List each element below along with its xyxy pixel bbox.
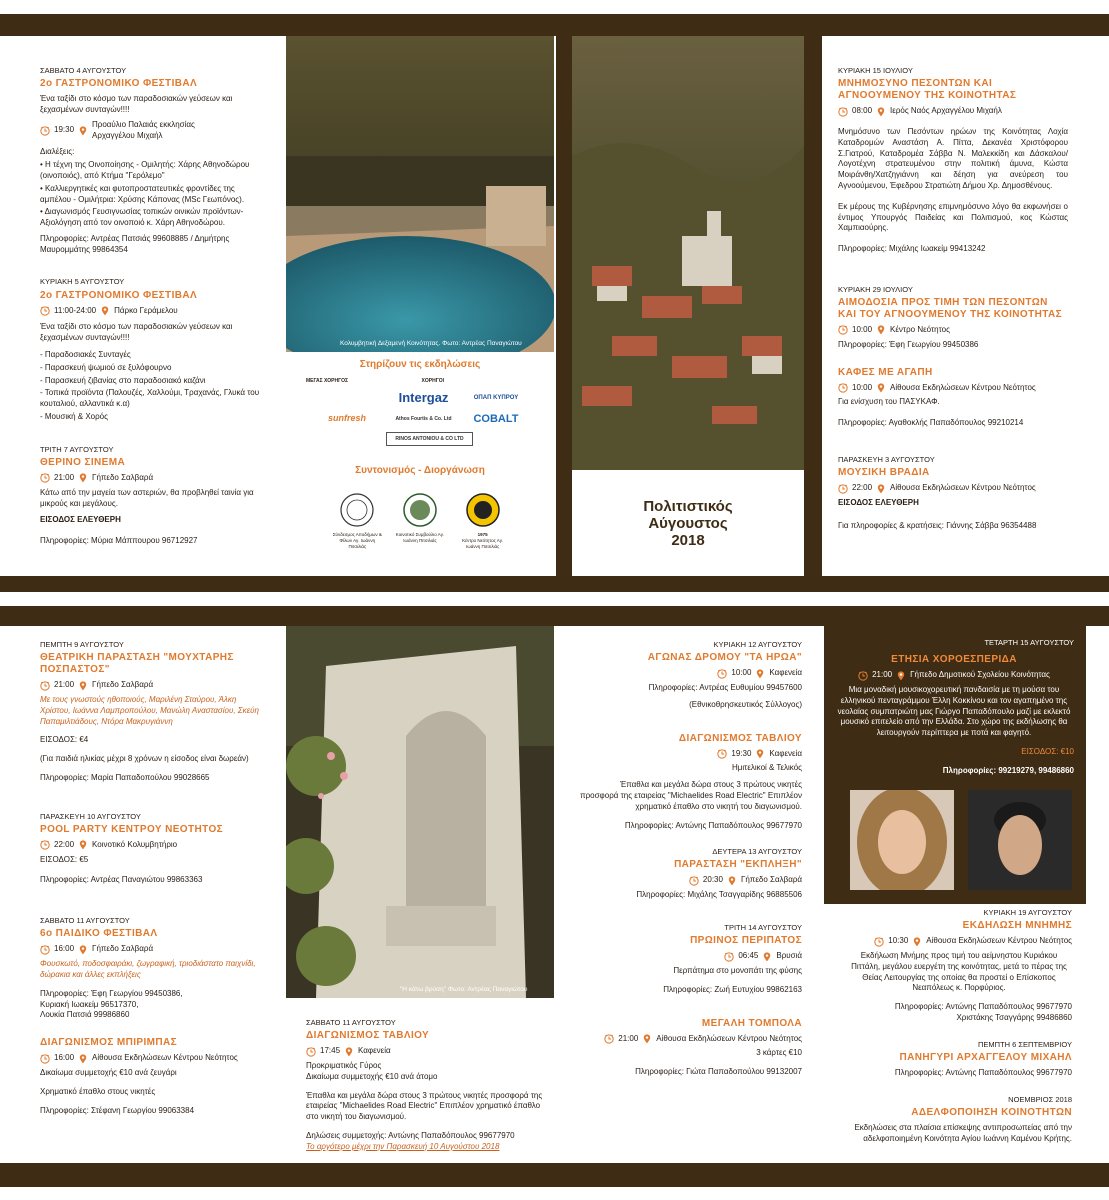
event-race	[580, 640, 802, 711]
event-title: ΔΙΑΓΩΝΙΣΜΟΣ ΤΑΒΛΙΟΥ	[678, 732, 802, 744]
event-price: 3 κάρτες €10	[756, 1048, 802, 1058]
singer-female-photo	[850, 790, 954, 890]
event-date: ΚΥΡΙΑΚΗ 15 ΙΟΥΛΙΟΥ	[838, 66, 913, 75]
event-date: ΚΥΡΙΑΚΗ 19 ΑΥΓΟΥΣΤΟΥ	[983, 908, 1072, 917]
sponsors-section	[286, 358, 554, 550]
event-info: Πληροφορίες: 99219279, 99486860	[942, 765, 1074, 775]
event-time-place	[40, 944, 265, 955]
event-remembrance	[846, 908, 1072, 1024]
event-info: Λουκία Πατσιά 99986860	[40, 1010, 130, 1020]
pool-photo	[286, 36, 554, 352]
location-pin-icon	[755, 669, 765, 679]
location-pin-icon	[912, 937, 922, 947]
event-title: ΚΑΦΕΣ ΜΕ ΑΓΑΠΗ	[838, 366, 933, 378]
event-pirimpa	[40, 1037, 265, 1116]
event-kids-festival	[40, 916, 265, 1021]
event-cast: Με τους γνωστούς ηθοποιούς, Μαριλένη Σταύρου, Άλκη Χρίστου, Ιωάννα Λαμπροπούλου, Μανώλη Αναστασίου, Σκεύη Παπαμιλτιάδους, Ντόρα Μακρυγιάννη	[40, 694, 259, 726]
location-pin-icon	[896, 671, 906, 681]
event-place: Βρυσιά	[776, 951, 802, 961]
event-place: Πάρκο Γεράμελου	[114, 305, 178, 315]
clock-icon	[40, 1054, 50, 1064]
event-time-place	[40, 120, 265, 142]
event-date: ΤΡΙΤΗ 7 ΑΥΓΟΥΣΤΟΥ	[40, 444, 114, 454]
event-info: Πληροφορίες: Έφη Γεωργίου 99450386,	[40, 988, 183, 998]
event-time: 19:30	[54, 125, 75, 135]
clock-icon	[724, 952, 734, 962]
event-info: Πληροφορίες: Αντώνης Παπαδόπουλος 99677970	[894, 1067, 1072, 1077]
event-time-place	[580, 951, 802, 962]
event-desc: Μια μοναδική μουσικοχορευτική πανδαισία με τη μούσα του ελληνικού πενταγράμμου Έλλη Κοκκίνου και τον αγαπημένο της νεολαίας συμπατριώτη μας Γιώργο Παπαδόπουλο μαζί με εκλεκτό μουσικό επιτελείο από την Ελλάδα. Στο χώρο της εκδήλωσης θα λειτουργούν περίπτερα με ποτά και φαγητό.	[837, 684, 1071, 738]
list-item: - Μουσική & Χορός	[40, 411, 108, 421]
clock-icon	[40, 945, 50, 955]
event-time: 22:00	[852, 483, 873, 493]
event-time-place	[40, 840, 265, 851]
organiser-name: Κοινοτικό Συμβούλιο Αγ. Ιωάννη Πιτσιλιάς	[395, 531, 445, 543]
event-desc: Δικαίωμα συμμετοχής €10 ανά άτομο	[306, 1071, 438, 1081]
event-desc: Εκδηλώσεις στα πλαίσια επίσκεψης αντιπροσωπείας από την αδελφοποιημένη Κοινότητα Αγίου Ιωάννη Καμένου Κρήτης.	[854, 1122, 1072, 1143]
event-entry: ΕΙΣΟΔΟΣ: €5	[40, 854, 89, 864]
event-fee: Δικαίωμα συμμετοχής €10 ανά ζευγάρι	[40, 1067, 177, 1077]
event-time-place	[838, 106, 1068, 117]
event-time: 10:30	[888, 936, 909, 946]
clock-icon	[717, 749, 727, 759]
event-place: Καφενεία	[358, 1046, 391, 1056]
event-time: 21:00	[54, 472, 75, 482]
sponsors-title: Στηρίζουν τις εκδηλώσεις	[359, 359, 481, 370]
event-date: ΚΥΡΙΑΚΗ 5 ΑΥΓΟΥΣΤΟΥ	[40, 277, 125, 287]
organisers-title: Συντονισμός - Διοργάνωση	[355, 465, 485, 477]
event-walk	[580, 923, 802, 996]
singer-female-image	[850, 790, 954, 890]
list-item: - Τοπικά προϊόντα (Παλουζές, Χαλλούμι, Τραχανάς, Γλυκά του κουταλιού, αλλαντικά κ.α)	[40, 388, 260, 409]
event-title: ΠΡΩΙΝΟΣ ΠΕΡΙΠΑΤΟΣ	[690, 935, 802, 947]
event-place: Αίθουσα Εκδηλώσεων Κέντρου Νεότητος	[890, 382, 1036, 392]
village-photo-image	[572, 36, 804, 470]
organiser-2	[395, 492, 445, 550]
event-title: ΘΕΑΤΡΙΚΗ ΠΑΡΑΣΤΑΣΗ "ΜΟΥΧΤΑΡΗΣ ΠΟΣΠΑΣΤΟΣ"	[40, 652, 234, 676]
event-time: 10:00	[852, 382, 873, 392]
event-deadline: Το αργότερο μέχρι την Παρασκευή 10 Αυγούστου 2018	[306, 1141, 500, 1151]
clock-icon	[604, 1034, 614, 1044]
fountain-photo-image	[286, 626, 554, 998]
clock-icon	[838, 383, 848, 393]
clock-icon	[40, 126, 50, 136]
event-info: Πληροφορίες: Αντρέας Πατσιάς 99608885 / Δημήτρης Μαυρομμάτης 99864354	[40, 233, 230, 254]
event-sub: Ημιτελικοί & Τελικός	[732, 763, 802, 773]
event-title: ΔΙΑΓΩΝΙΣΜΟΣ ΜΠΙΡΙΜΠΑΣ	[40, 1037, 178, 1049]
location-pin-icon	[78, 681, 88, 691]
location-pin-icon	[876, 325, 886, 335]
event-place: Αίθουσα Εκδηλώσεων Κέντρου Νεότητος	[656, 1033, 802, 1043]
event-entry: ΕΙΣΟΔΟΣ ΕΛΕΥΘΕΡΗ	[838, 497, 919, 507]
cover-title-line1: Πολιτιστικός	[643, 498, 733, 515]
sponsors-label: ΧΟΡΗΓΟΙ	[421, 377, 444, 384]
event-time-place	[838, 483, 1068, 494]
middle-band-1	[0, 576, 1109, 592]
location-pin-icon	[727, 876, 737, 886]
event-desc: Έπαθλα και μεγάλα δώρα στους 3 πρώτους νικητές προσφορά της εταιρείας "Michaelides Road Electric" Επιπλέον χρηματικό έπαθλο στο νικητή του διαγωνισμού.	[580, 780, 802, 811]
event-desc: Για ενίσχυση του ΠΑΣΥΚΑΦ.	[838, 397, 940, 407]
clock-icon	[838, 107, 848, 117]
event-intro: Ένα ταξίδι στο κόσμο των παραδοσιακών γεύσεων και ξεχασμένων συνταγών!!!!	[40, 322, 233, 343]
event-desc: Έπαθλα και μεγάλα δώρα στους 3 πρώτους νικητές προσφορά της εταιρείας "Michaelides Road Electric" Επιπλέον χρηματικό έπαθλο στο νικητή του διαγωνισμού.	[306, 1090, 543, 1122]
clock-icon	[717, 669, 727, 679]
clock-icon	[858, 671, 868, 681]
event-time: 08:00	[852, 106, 873, 116]
lecture-item: • Καλλιεργητικές και φυτοπροστατευτικές φροντίδες της αμπέλου - Ομιλήτρια: Χρύσης Κάπονας (MSc Γεωπόνος).	[40, 183, 245, 204]
event-desc: Φουσκωτό, ποδοσφαιράκι, ζωγραφική, τριοδιάστατο παιχνίδι, δώρακια και άλλες εκπλήξεις	[40, 959, 256, 979]
event-date: ΚΥΡΙΑΚΗ 29 ΙΟΥΛΙΟΥ	[838, 284, 913, 294]
athos-logo: Athos Fourtis & Co. Ltd	[395, 415, 452, 422]
event-place: Αίθουσα Εκδηλώσεων Κέντρου Νεότητος	[92, 1053, 238, 1063]
event-time: 22:00	[54, 839, 75, 849]
event-info: Πληροφορίες: Αντρέας Παναγιώτου 99863363	[40, 875, 203, 885]
event-time-place	[306, 1046, 546, 1057]
event-cinema	[40, 445, 265, 547]
clock-icon	[40, 306, 50, 316]
event-time: 21:00	[618, 1033, 639, 1043]
event-title: ΑΙΜΟΔΟΣΙΑ ΠΡΟΣ ΤΙΜΗ ΤΩΝ ΠΕΣΟΝΤΩΝ ΚΑΙ ΤΟΥ ΑΓΝΟΟΥΜΕΝΟΥ ΤΗΣ ΚΟΙΝΟΤΗΤΑΣ	[838, 297, 1063, 321]
event-title: ΑΔΕΛΦΟΠΟΙΗΣΗ ΚΟΙΝΟΤΗΤΩΝ	[911, 1106, 1072, 1118]
event-gastro-1	[40, 66, 265, 255]
location-pin-icon	[642, 1034, 652, 1044]
event-info: Πληροφορίες: Ζωή Ευτυχίου 99862163	[663, 984, 802, 994]
lecture-item: • Η τέχνη της Οινοποίησης - Ομιλητής: Χάρης Αθηνοδώρου (οινοποιός), από Κτήμα "Γερόλεμο"	[40, 160, 250, 180]
event-place: Γήπεδο Δημοτικού Σχολείου Κοινότητας	[910, 670, 1050, 680]
event-intro: Ένα ταξίδι στο κόσμο των παραδοσιακών γεύσεων και ξεχασμένων συνταγών!!!!	[40, 94, 233, 114]
event-date: ΠΑΡΑΣΚΕΥΗ 3 ΑΥΓΟΥΣΤΟΥ	[838, 455, 935, 464]
top-band	[0, 14, 1109, 36]
event-date: ΤΡΙΤΗ 14 ΑΥΓΟΥΣΤΟΥ	[724, 923, 802, 933]
event-gastro-2	[40, 277, 265, 422]
organiser-year: 1975	[477, 531, 488, 537]
panel-top-left	[40, 66, 265, 563]
event-desc: Κάτω από την μαγεία των αστεριών, θα προβληθεί ταινία για μικρούς και μεγάλους.	[40, 487, 254, 508]
event-info: Πληροφορίες: Μαρία Παπαδοπούλου 99028665	[40, 772, 210, 782]
location-pin-icon	[876, 484, 886, 494]
cover-title-box	[572, 470, 804, 576]
fountain-photo	[286, 626, 554, 998]
event-title: ΜΟΥΣΙΚΗ ΒΡΑΔΙΑ	[838, 467, 930, 479]
event-place: Αίθουσα Εκδηλώσεων Κέντρου Νεότητος	[890, 483, 1036, 493]
pool-photo-caption: Κολυμβητική Δεξαμενή Κοινότητας. Φωτο: Αντρέας Παναγιώτου	[340, 340, 522, 347]
event-date: ΚΥΡΙΑΚΗ 12 ΑΥΓΟΥΣΤΟΥ	[713, 640, 802, 649]
event-desc: Δηλώσεις συμμετοχής: Αντώνης Παπαδόπουλος 99677970	[306, 1130, 515, 1140]
event-info: Πληροφορίες: Γιώτα Παπαδοπούλου 99132007	[635, 1067, 802, 1077]
event-music-night	[838, 455, 1068, 532]
event-time-place	[580, 1034, 802, 1045]
event-info: Πληροφορίες: Μύρια Μάππουρου 96712927	[40, 536, 198, 546]
clock-icon	[40, 840, 50, 850]
panel-bottom-right	[846, 908, 1072, 1160]
event-date: ΔΕΥΤΕΡΑ 13 ΑΥΓΟΥΣΤΟΥ	[712, 847, 802, 857]
cobalt-logo: COBALT	[473, 412, 519, 425]
location-pin-icon	[876, 107, 886, 117]
event-time-place	[40, 1053, 265, 1064]
event-pool-party	[40, 812, 265, 887]
event-time-place	[838, 325, 1068, 336]
event-surprise	[580, 847, 802, 901]
event-place: Γήπεδο Σαλβαρά	[740, 875, 802, 885]
event-time-place	[580, 668, 802, 679]
location-pin-icon	[344, 1047, 354, 1057]
organiser-name: Σύνδεσμος Αποδήμων & Φίλων Αγ. Ιωάννη Πιτσιλιάς	[332, 531, 382, 549]
list-item: - Παρασκευή ψωμιού σε ξυλόφουρνο	[40, 362, 172, 372]
event-date: ΣΑΒΒΑΤΟ 11 ΑΥΓΟΥΣΤΟΥ	[306, 1018, 396, 1027]
event-tavli-final	[580, 733, 802, 832]
event-info: Πληροφορίες: Αντρέας Ευθυμίου 99457600	[648, 682, 802, 692]
event-desc: Εκ μέρους της Κυβέρνησης επιμνημόσυνο λόγο θα εκφωνήσει ο έντιμος Υπουργός Παιδείας και Πολιτισμού, κος Κώστας Χαμπιαούρης.	[838, 201, 1068, 233]
location-pin-icon	[78, 840, 88, 850]
event-place: Γήπεδο Σαλβαρά	[92, 680, 154, 690]
event-time: 21:00	[872, 670, 893, 680]
event-feast	[846, 1040, 1072, 1079]
event-place: Ιερός Ναός Αρχαγγέλου Μιχαήλ	[890, 106, 1002, 116]
event-title: ΕΚΔΗΛΩΣΗ ΜΝΗΜΗΣ	[962, 920, 1072, 932]
location-pin-icon	[78, 945, 88, 955]
major-sponsor-label: ΜΕΓΑΣ ΧΟΡΗΓΟΣ	[306, 377, 349, 384]
event-title: 2ο ΓΑΣΤΡΟΝΟΜΙΚΟ ΦΕΣΤΙΒΑΛ	[40, 78, 198, 90]
event-date: ΣΑΒΒΑΤΟ 4 ΑΥΓΟΥΣΤΟΥ	[40, 66, 127, 75]
event-theatre	[40, 640, 265, 784]
event-title: ΠΑΝΗΓΥΡΙ ΑΡΧΑΓΓΕΛΟΥ ΜΙΧΑΗΛ	[899, 1051, 1072, 1063]
event-time: 20:30	[702, 875, 723, 885]
event-title: ΑΓΩΝΑΣ ΔΡΟΜΟΥ "ΤΑ ΗΡΩΑ"	[647, 652, 802, 664]
event-info: Χριστάκης Τσαγγάρης 99486860	[956, 1012, 1072, 1022]
event-info: Πληροφορίες: Αγαθοκλής Παπαδόπουλος 99210214	[838, 418, 1024, 428]
lectures-title: Διαλέξεις:	[40, 147, 75, 157]
event-date: ΠΕΜΠΤΗ 9 ΑΥΓΟΥΣΤΟΥ	[40, 640, 124, 649]
event-title: ΕΤΗΣΙΑ ΧΟΡΟΕΣΠΕΡΙΔΑ	[891, 654, 1017, 666]
event-time-place	[40, 473, 265, 484]
youth-centre-seal	[465, 492, 501, 528]
event-time: 16:00	[54, 1053, 75, 1063]
location-pin-icon	[78, 473, 88, 483]
event-time: 10:00	[731, 668, 752, 678]
lecture-item: • Διαγωνισμός Γευσιγνωσίας τοπικών οινικών προϊόντων- Αξιολόγηση από τον οινοποιό κ. Χάρη Αθηνοδώρου.	[40, 207, 244, 228]
clock-icon	[40, 473, 50, 483]
event-place: Καφενεία	[769, 748, 802, 758]
event-title: ΜΕΓΑΛΗ ΤΟΜΠΟΛΑ	[701, 1017, 802, 1029]
event-info: Πληροφορίες: Μιχάλης Τσαγγαρίδης 96885506	[636, 890, 802, 900]
event-info: Πληροφορίες: Αντώνης Παπαδόπουλος 99677970	[624, 820, 802, 830]
event-place: Καφενεία	[769, 668, 802, 678]
clock-icon	[838, 484, 848, 494]
event-date: ΤΕΤΑΡΤΗ 15 ΑΥΓΟΥΣΤΟΥ	[984, 638, 1074, 647]
event-info: Πληροφορίες: Μιχάλης Ιωακείμ 99413242	[838, 244, 986, 254]
event-info: Πληροφορίες: Αντώνης Παπαδόπουλος 99677970	[894, 1002, 1072, 1012]
association-seal	[339, 492, 375, 528]
event-time-place	[40, 306, 265, 317]
event-time: 10:00	[852, 325, 873, 335]
event-twinning	[846, 1095, 1072, 1145]
event-time-place	[834, 670, 1074, 681]
cover-title-year: 2018	[671, 532, 705, 549]
bottom-band	[0, 1163, 1109, 1187]
panel-top-right	[838, 66, 1068, 548]
clock-icon	[689, 876, 699, 886]
event-info: Πληροφορίες: Έφη Γεωργίου 99450386	[838, 339, 979, 349]
intergaz-logo: Intergaz	[398, 390, 449, 406]
event-title: 6ο ΠΑΙΔΙΚΟ ΦΕΣΤΙΒΑΛ	[40, 928, 158, 940]
event-desc: Περπάτημα στο μονοπάτι της φύσης	[673, 965, 802, 975]
event-time-place	[580, 749, 802, 760]
event-title: 2ο ΓΑΣΤΡΟΝΟΜΙΚΟ ΦΕΣΤΙΒΑΛ	[40, 289, 198, 301]
location-pin-icon	[762, 952, 772, 962]
location-pin-icon	[755, 749, 765, 759]
event-entry: ΕΙΣΟΔΟΣ ΕΛΕΥΘΕΡΗ	[40, 515, 121, 525]
singer-male-photo	[968, 790, 1072, 890]
organiser-name: Κέντρο Νεότητος Αγ. Ιωάννη Πιτσιλιάς	[462, 537, 504, 549]
rinos-logo: RINOS ANTONIOU & CO LTD	[386, 432, 473, 446]
location-pin-icon	[876, 383, 886, 393]
event-prize: Χρηματικό έπαθλο στους νικητές	[40, 1086, 156, 1096]
event-blood-donation	[838, 285, 1068, 351]
event-place: Κέντρο Νεότητος	[890, 325, 950, 335]
event-time: 19:30	[731, 748, 752, 758]
event-title: ΔΙΑΓΩΝΙΣΜΟΣ ΤΑΒΛΙΟΥ	[306, 1030, 430, 1042]
event-place: Κοινοτικό Κολυμβητήριο	[92, 839, 178, 849]
event-time: 06:45	[738, 951, 759, 961]
event-place: Γήπεδο Σαλβαρά	[92, 944, 154, 954]
event-tombola	[580, 1018, 802, 1078]
event-date: ΝΟΕΜΒΡΙΟΣ 2018	[1008, 1094, 1072, 1104]
panel-bottom-3	[580, 640, 802, 1094]
organiser-1	[332, 492, 382, 550]
event-entry: ΕΙΣΟΔΟΣ: €10	[1021, 746, 1074, 756]
event-desc: Μνημόσυνο των Πεσόντων ηρώων της Κοινότητας Λοχία Καταδρομών Αναστάση Α. Πίττα, Δεκανέα Χριστόφορου Σ.Γιατρού, Καταδρομέα Σάββα Ν. Μαλεκκίδη και Δάσκαλου/ Λογοτέχνη στρατευμένου στην πολιτική άμυνα, Κώστα Μοιράνθη/Χατζηγιάννη και δέηση για ανεύρεση του Αγνοούμενου, Έφεδρου Στρατιώτη Δήμου Χρ. Δημοσθένους.	[838, 126, 1068, 190]
event-place: Γήπεδο Σαλβαρά	[92, 472, 154, 482]
event-info: Πληροφορίες: Στέφανη Γεωργίου 99063384	[40, 1105, 195, 1115]
list-item: - Παρασκευή ζιβανίας στο παραδοσιακό καζάνι	[40, 375, 206, 385]
event-time: 16:00	[54, 944, 75, 954]
clock-icon	[874, 937, 884, 947]
event-memorial	[838, 66, 1068, 255]
panel-bottom-left	[40, 640, 265, 1132]
location-pin-icon	[78, 126, 88, 136]
event-org: (Εθνικοθρησκευτικός Σύλλογος)	[689, 699, 802, 709]
event-time-place	[40, 680, 265, 691]
event-time-place	[846, 936, 1072, 947]
organiser-3	[458, 492, 508, 550]
cover-title-line2: Αύγουστος	[648, 515, 728, 532]
pool-photo-image	[286, 36, 554, 352]
event-info: Για πληροφορίες & κρατήσεις: Γιάννης Σάββα 96354488	[838, 520, 1037, 530]
event-dance	[834, 638, 1074, 777]
event-title: POOL PARTY ΚΕΝΤΡΟΥ ΝΕΟΤΗΤΟΣ	[40, 823, 224, 835]
council-seal	[402, 492, 438, 528]
event-time: 21:00	[54, 680, 75, 690]
event-place: Αίθουσα Εκδηλώσεων Κέντρου Νεότητος	[926, 936, 1072, 946]
event-desc: Εκδήλωση Μνήμης προς τιμή του αείμνηστου Κυριάκου Πιττάλη, μεγάλου ευεργέτη της κοινότητας, μετά το πέρας της Θείας Λειτουργίας της οποίας θα προστεί ο Επίσκοπος Νεαπόλεως κ. Πορφύριος.	[851, 950, 1067, 993]
event-entry: ΕΙΣΟΔΟΣ: €4	[40, 735, 89, 745]
event-title: ΘΕΡΙΝΟ ΣΙΝΕΜΑ	[40, 456, 126, 468]
clock-icon	[40, 681, 50, 691]
list-item: - Παραδοσιακές Συνταγές	[40, 350, 131, 359]
event-time: 11:00-24:00	[54, 305, 97, 315]
event-desc: Προκριματικός Γύρος	[306, 1060, 382, 1070]
opap-logo: ΟΠΑΠ ΚΥΠΡΟΥ	[473, 395, 519, 402]
singer-male-image	[968, 790, 1072, 890]
fountain-photo-caption: "Η κάτω βρύση" Φωτο: Αντρέας Παναγιώτου	[400, 986, 528, 993]
event-info: Κυριακή Ιωακείμ 96517370,	[40, 999, 139, 1009]
location-pin-icon	[78, 1054, 88, 1064]
location-pin-icon	[100, 306, 110, 316]
event-title: ΜΝΗΜΟΣΥΝΟ ΠΕΣΟΝΤΩΝ ΚΑΙ ΑΓΝΟΟΥΜΕΝΟΥ ΤΗΣ ΚΟΙΝΟΤΗΤΑΣ	[838, 78, 1017, 102]
event-note: (Για παιδιά ηλικίας μέχρι 8 χρόνων η είσοδος είναι δωρεάν)	[40, 754, 249, 764]
clock-icon	[306, 1047, 316, 1057]
clock-icon	[838, 325, 848, 335]
village-photo	[572, 36, 804, 470]
sunfresh-logo: sunfresh	[327, 413, 366, 424]
event-time: 17:45	[320, 1046, 341, 1056]
event-coffee	[838, 367, 1068, 429]
event-date: ΣΑΒΒΑΤΟ 11 ΑΥΓΟΥΣΤΟΥ	[40, 916, 130, 926]
event-date: ΠΕΜΠΤΗ 6 ΣΕΠΤΕΜΒΡΙΟΥ	[978, 1039, 1072, 1049]
event-title: ΠΑΡΑΣΤΑΣΗ "ΕΚΠΛΗΞΗ"	[674, 859, 802, 871]
event-date: ΠΑΡΑΣΚΕΥΗ 10 ΑΥΓΟΥΣΤΟΥ	[40, 811, 141, 821]
event-place: Προαύλιο Παλαιάς εκκλησίας Αρχαγγέλου Μιχαήλ	[92, 119, 195, 140]
event-time-place	[838, 383, 1068, 394]
middle-band-2	[0, 606, 1109, 626]
panel-bottom-2	[306, 1018, 546, 1153]
event-time-place	[580, 875, 802, 886]
